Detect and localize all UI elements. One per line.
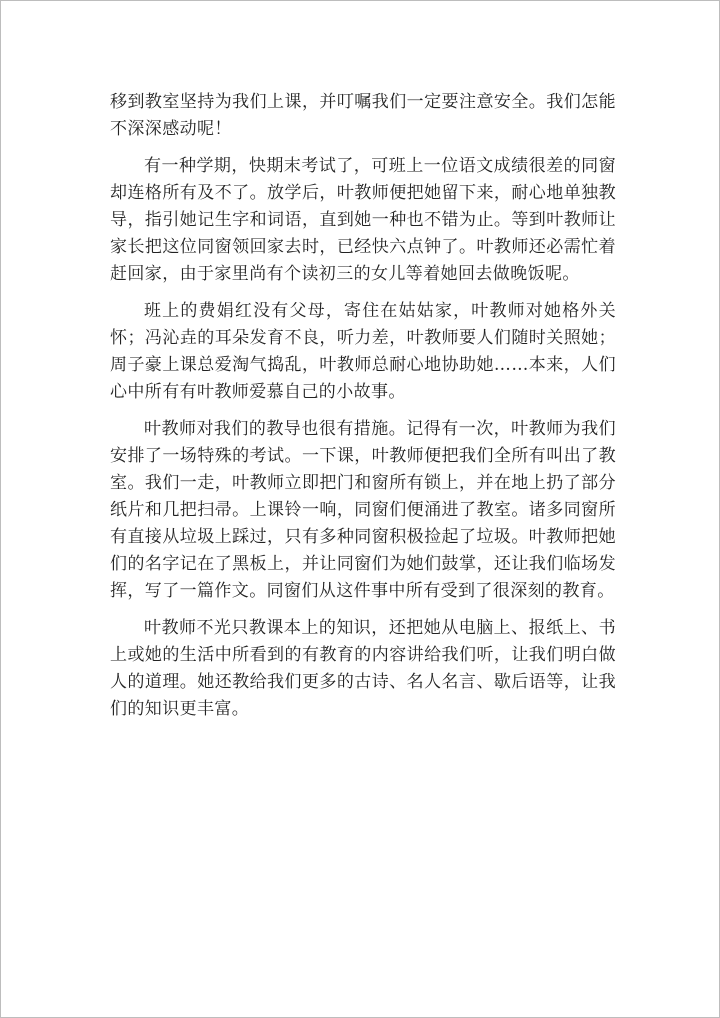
paragraph-caring-students: 班上的费娟红没有父母，寄住在姑姑家，叶教师对她格外关怀；冯沁垚的耳朵发育不良，听力差，叶教师要人们随时关照她；周子豪上课总爱淘气捣乱，叶教师总耐心地协助她……本来，人们心中所有有叶教师爱慕自己的小故事。 bbox=[110, 301, 616, 402]
paragraph-knowledge: 叶教师不光只教课本上的知识，还把她从电脑上、报纸上、书上或她的生活中所看到的有教育的内容讲给我们听，让我们明白做人的道理。她还教给我们更多的古诗、名人名言、歇后语等，让我们的知识更丰富。 bbox=[110, 618, 616, 719]
document-body bbox=[110, 89, 616, 733]
paragraph-special-test: 叶教师对我们的教导也很有措施。记得有一次，叶教师为我们安排了一场特殊的考试。一下课，叶教师便把我们全所有叫出了教室。我们一走，叶教师立即把门和窗所有锁上，并在地上扔了部分纸片和几把扫帚。上课铃一响，同窗们便涌进了教室。诸多同窗所有直接从垃圾上踩过，只有多种同窗积极捡起了垃圾。叶教师把她们的名字记在了黑板上，并让同窗们为她们鼓掌，还让我们临场发挥，写了一篇作文。同窗们从这件事中所有受到了很深刻的教育。 bbox=[110, 419, 616, 601]
paragraph-continued: 移到教室坚持为我们上课，并叮嘱我们一定要注意安全。我们怎能不深深感动呢！ bbox=[110, 92, 616, 139]
paragraph-after-school-tutoring: 有一种学期，快期末考试了，可班上一位语文成绩很差的同窗却连格所有及不了。放学后，叶教师便把她留下来，耐心地单独教导，指引她记生字和词语，直到她一种也不错为止。等到叶教师让家长把这位同窗领回家去时，已经快六点钟了。叶教师还必需忙着赶回家，由于家里尚有个读初三的女儿等着她回去做晚饭呢。 bbox=[110, 156, 616, 284]
